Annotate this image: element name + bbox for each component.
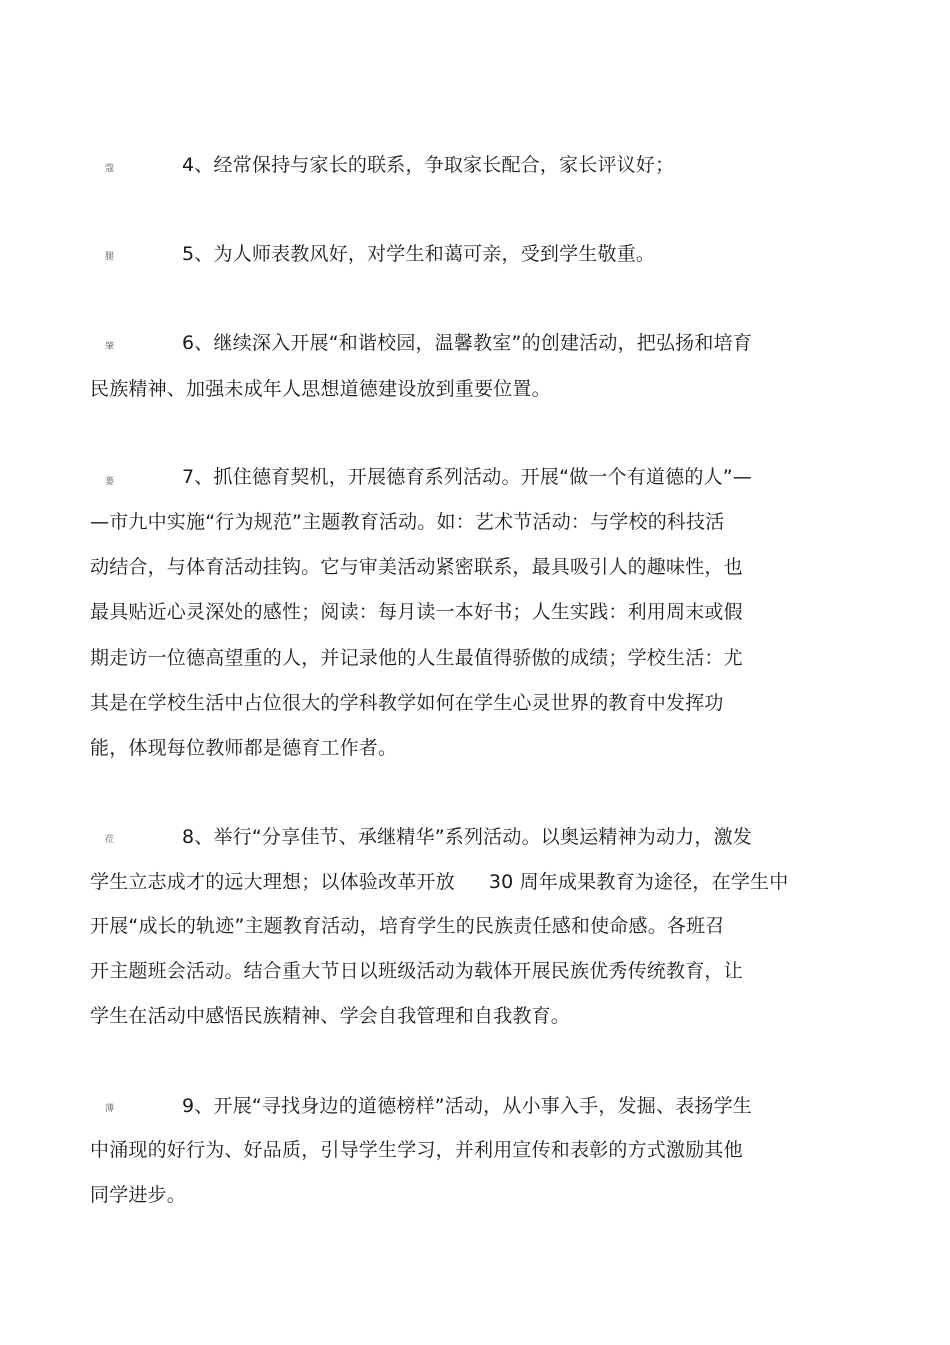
- paragraph-marker: 肇: [105, 342, 115, 352]
- paragraph-line: 动结合，与体育活动挂钩。它与审美活动紧密联系，最具吸引人的趣味性，也: [90, 556, 743, 578]
- paragraph-line: 能，体现每位教师都是德育工作者。: [90, 737, 398, 759]
- paragraph-line: 开主题班会活动。结合重大节日以班级活动为载体开展民族优秀传统教育，让: [90, 960, 743, 982]
- paragraph-marker: 腿: [105, 252, 115, 262]
- paragraph-line-part: 30 周年成果教育为途径，在学生中: [488, 871, 789, 893]
- paragraph-line: 同学进步。: [90, 1184, 187, 1206]
- paragraph-line: 5、为人师表教风好，对学生和蔼可亲，受到学生敬重。: [182, 243, 656, 265]
- paragraph-line: 7、抓住德育契机，开展德育系列活动。开展“做一个有道德的人”—: [182, 466, 752, 488]
- paragraph-line: 8、举行“分享佳节、承继精华”系列活动。以奥运精神为动力，激发: [182, 826, 752, 848]
- paragraph-line: 4、经常保持与家长的联系，争取家长配合，家长评议好；: [182, 154, 675, 176]
- paragraph-line: 学生在活动中感悟民族精神、学会自我管理和自我教育。: [90, 1005, 571, 1027]
- paragraph-line: 中涌现的好行为、好品质，引导学生学习，并利用宣传和表彰的方式激励其他: [90, 1139, 743, 1161]
- paragraph-marker: 薄: [105, 1104, 115, 1114]
- paragraph-line: 9、开展“寻找身边的道德榜样”活动，从小事入手，发掘、表扬学生: [182, 1095, 752, 1117]
- paragraph-line: 开展“成长的轨迹”主题教育活动，培育学生的民族责任感和使命感。各班召: [90, 915, 725, 937]
- paragraph-line: 6、继续深入开展“和谐校园，温馨教室”的创建活动，把弘扬和培育: [182, 332, 752, 354]
- paragraph-line: 期走访一位德高望重的人，并记录他的人生最值得骄傲的成绩；学校生活：尤: [90, 647, 743, 669]
- paragraph-marker: 蒌: [105, 477, 115, 487]
- paragraph-line: 民族精神、加强未成年人思想道德建设放到重要位置。: [90, 378, 551, 400]
- paragraph-line: 最具贴近心灵深处的感性；阅读：每月读一本好书；人生实践：利用周末或假: [90, 601, 743, 623]
- paragraph-marker: 莅: [105, 835, 115, 845]
- paragraph-marker: 蔻: [105, 164, 115, 174]
- paragraph-line: 其是在学校生活中占位很大的学科教学如何在学生心灵世界的教育中发挥功: [90, 692, 724, 714]
- paragraph-line: —市九中实施“行为规范”主题教育活动。如：艺术节活动：与学校的科技活: [90, 511, 725, 533]
- paragraph-line: [90, 870, 788, 894]
- paragraph-line-part: 学生立志成才的远大理想；以体验改革开放: [90, 871, 455, 893]
